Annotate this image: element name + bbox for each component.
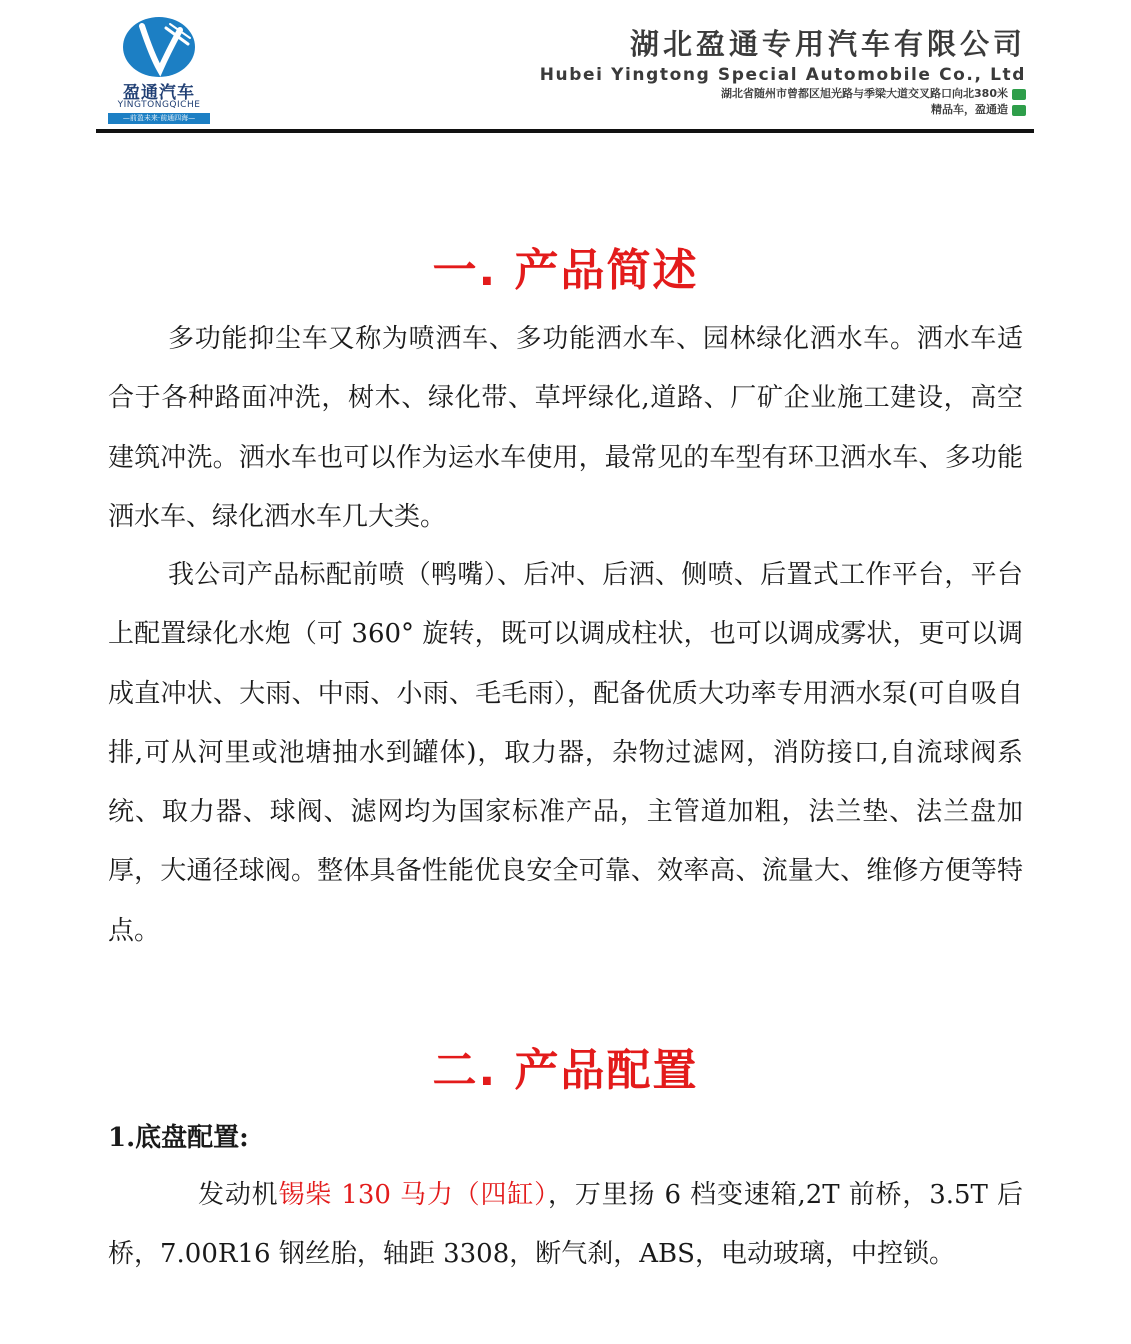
overview-paragraph-1-text: 多功能抑尘车又称为喷洒车、多功能洒水车、园林绿化洒水车。洒水车适合于各种路面冲洗，树木、绿化带、草坪绿化,道路、厂矿企业施工建设，高空建筑冲洗。洒水车也可以作为运水车使用，最常见的车型有环卫洒水车、多功能洒水车、绿化洒水车几大类。 [108,324,1023,532]
overview-paragraph-2-text: 我公司产品标配前喷（鸭嘴）、后冲、后洒、侧喷、后置式工作平台，平台上配置绿化水炮（可 360° 旋转，既可以调成柱状，也可以调成雾状，更可以调成直冲状、大雨、中雨、小雨、毛毛雨），配备优质大功率专用洒水泵(可自吸自排,可从河里或池塘抽水到罐体)，取力器，杂物过滤网，消防接口,自流球阀系统、取力器、球阀、滤网均为国家标准产品，主管道加粗，法兰垫、法兰盘加厚，大通径球阀。整体具备性能优良安全可靠、效率高、流量大、维修方便等特点。 [108,560,1023,946]
section-title-configuration: 二. 产品配置 [432,1045,699,1096]
header-divider [96,129,1034,133]
overview-paragraph-1 [108,310,1023,547]
logo-mark-icon [122,16,196,78]
company-motto-line [540,102,1026,118]
section-title-overview: 一. 产品简述 [432,245,699,296]
chassis-config-heading: 1.底盘配置: [108,1123,249,1153]
brand-icon [1012,105,1026,116]
company-address: 湖北省随州市曾都区旭光路与季梁大道交叉路口向北380米 [721,87,1008,100]
company-name-cn: 湖北盈通专用汽车有限公司 [629,27,1026,61]
company-address-line [540,86,1026,102]
logo-slogan: —前盈未来·前通四海— [108,113,210,124]
engine-highlight: 锡柴 130 马力（四缸） [278,1180,549,1210]
company-name-en: Hubei Yingtong Special Automobile Co., Ltd [539,65,1026,85]
company-motto: 精品车，盈通造 [931,103,1008,116]
engine-prefix: 发动机 [198,1180,279,1210]
company-block [540,26,1026,118]
overview-paragraph-2 [108,546,1023,961]
logo-name: 盈通汽车 [123,83,195,103]
letterhead [96,0,1034,134]
chassis-config-text [108,1166,1023,1284]
chassis-config-paragraph [108,1166,1023,1284]
logo-pinyin: YINGTONGQICHE [117,100,201,110]
company-logo [106,14,212,126]
chassis-details: ，万里扬 6 档变速箱,2T 前桥，3.5T 后桥，7.00R16 钢丝胎，轴距 3308，断气刹，ABS，电动玻璃，中控锁。 [108,1180,1023,1269]
location-icon [1012,89,1026,100]
